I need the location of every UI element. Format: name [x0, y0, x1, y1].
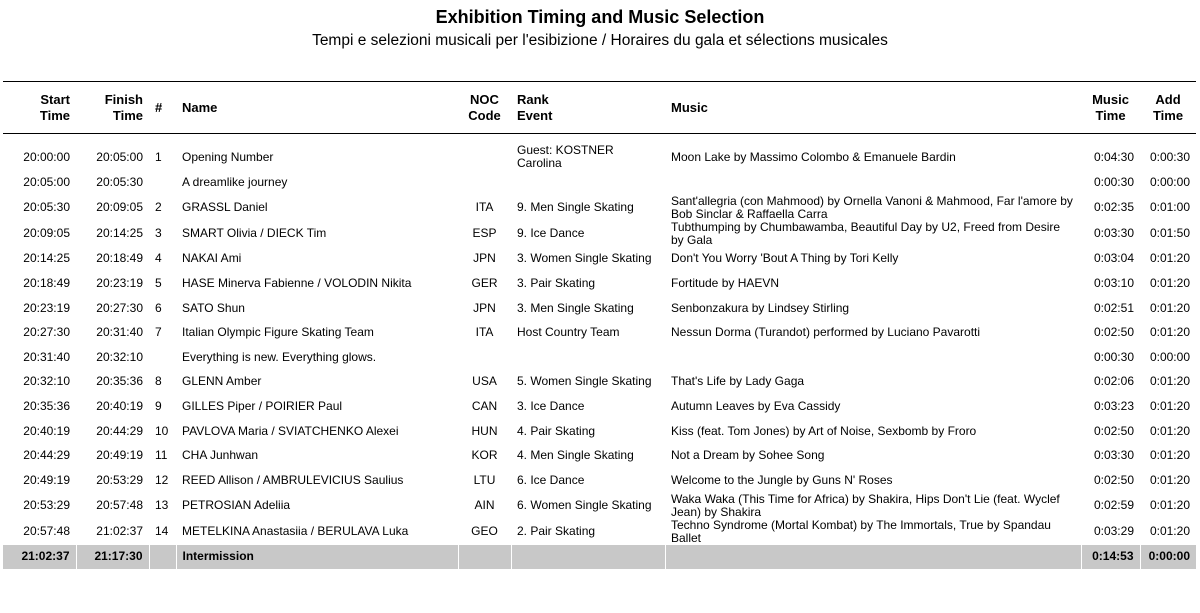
- cell-number: [149, 545, 176, 569]
- cell-number: 11: [155, 448, 168, 463]
- cell-finish-time: 20:44:29: [96, 423, 143, 438]
- schedule-table: [3, 81, 1196, 569]
- cell-finish-time: 20:49:19: [96, 448, 143, 463]
- cell-music: Tubthumping by Chumbawamba, Beautiful Day by U2, Freed from Desire by Gala: [671, 219, 1061, 247]
- cell-rank-event: [511, 170, 665, 195]
- cell-finish-time: 20:23:19: [96, 275, 143, 290]
- cell-noc-code: ITA: [475, 200, 494, 215]
- cell-add-time: 0:00:00: [1149, 174, 1190, 189]
- cell-noc-code: [458, 144, 511, 170]
- cell-rank-event: 3. Ice Dance: [517, 398, 585, 413]
- cell-rank-event: 3. Women Single Skating: [517, 251, 652, 266]
- cell-noc-code: [458, 345, 511, 370]
- page-title: Exhibition Timing and Music Selection: [435, 7, 765, 27]
- schedule-table-container: [3, 81, 1196, 569]
- cell-number: 12: [155, 472, 169, 487]
- table-row: [3, 345, 1196, 370]
- cell-music-time: 0:02:59: [1093, 498, 1134, 513]
- cell-music: Not a Dream by Sohee Song: [671, 448, 825, 463]
- header-music: Music: [665, 82, 1081, 134]
- cell-noc-code: [458, 545, 511, 569]
- cell-add-time: 0:00:00: [1140, 545, 1196, 569]
- cell-name: CHA Junhwan: [182, 448, 259, 463]
- cell-name: GRASSL Daniel: [182, 200, 268, 215]
- cell-finish-time: 20:05:00: [96, 149, 143, 164]
- cell-music: [665, 345, 1081, 370]
- header-start-time: Start Time: [3, 82, 76, 134]
- cell-number: 9: [155, 398, 162, 413]
- cell-rank-event: [511, 545, 665, 569]
- cell-music: Welcome to the Jungle by Guns N' Roses: [671, 472, 893, 487]
- cell-add-time: 0:00:00: [1149, 349, 1190, 364]
- cell-music: Kiss (feat. Tom Jones) by Art of Noise, Sexbomb by Froro: [671, 423, 977, 438]
- cell-number: 10: [155, 423, 169, 438]
- cell-number: 1: [155, 149, 162, 164]
- cell-finish-time: 20:09:05: [96, 200, 143, 215]
- cell-music-time: 0:03:10: [1093, 275, 1134, 290]
- cell-number: 3: [155, 226, 162, 241]
- cell-music: Autumn Leaves by Eva Cassidy: [671, 398, 841, 413]
- cell-start-time: 20:32:10: [23, 374, 70, 389]
- cell-start-time: 20:31:40: [23, 349, 70, 364]
- table-row: [3, 443, 1196, 468]
- cell-music-time: 0:03:29: [1093, 524, 1134, 539]
- cell-add-time: 0:01:20: [1149, 423, 1190, 438]
- cell-number: [149, 345, 176, 370]
- cell-name: HASE Minerva Fabienne / VOLODIN Nikita: [182, 275, 412, 290]
- table-row: [3, 419, 1196, 444]
- cell-start-time: 20:14:25: [23, 251, 70, 266]
- cell-finish-time: 20:53:29: [96, 472, 143, 487]
- header-add-time: Add Time: [1140, 82, 1196, 134]
- cell-noc-code: LTU: [473, 472, 496, 487]
- header-rank-event: Rank Event: [511, 82, 665, 134]
- cell-rank-event: [511, 345, 665, 370]
- header-name: Name: [176, 82, 458, 134]
- cell-music-time: 0:00:30: [1093, 349, 1134, 364]
- cell-music: Don't You Worry 'Bout A Thing by Tori Kelly: [671, 251, 899, 266]
- cell-add-time: 0:01:20: [1149, 448, 1190, 463]
- cell-number: 2: [155, 200, 162, 215]
- cell-name: GLENN Amber: [182, 374, 262, 389]
- cell-music: [665, 170, 1081, 195]
- cell-finish-time: 20:35:36: [96, 374, 143, 389]
- cell-music-time: 0:14:53: [1081, 545, 1140, 569]
- cell-start-time: 20:05:00: [23, 174, 70, 189]
- header-noc-code: NOC Code: [458, 82, 511, 134]
- cell-rank-event: 3. Men Single Skating: [517, 300, 634, 315]
- cell-name: Opening Number: [182, 149, 274, 164]
- cell-finish-time: 20:27:30: [96, 300, 143, 315]
- schedule-body: [3, 134, 1196, 569]
- table-row: [3, 271, 1196, 296]
- cell-music-time: 0:02:35: [1093, 200, 1134, 215]
- cell-name: SATO Shun: [182, 300, 245, 315]
- cell-start-time: 20:40:19: [23, 423, 70, 438]
- intermission-row: [3, 545, 1196, 569]
- cell-music: Techno Syndrome (Mortal Kombat) by The Immortals, True by Spandau Ballet: [671, 517, 1051, 545]
- cell-add-time: 0:01:20: [1149, 300, 1190, 315]
- header-music-time: Music Time: [1081, 82, 1140, 134]
- cell-rank-event: 4. Men Single Skating: [517, 448, 634, 463]
- cell-add-time: 0:01:20: [1149, 472, 1190, 487]
- cell-start-time: 20:05:30: [23, 200, 70, 215]
- cell-start-time: 20:57:48: [23, 524, 70, 539]
- cell-add-time: 0:01:20: [1149, 398, 1190, 413]
- header-finish-time: Finish Time: [76, 82, 149, 134]
- cell-finish-time: 20:05:30: [96, 174, 143, 189]
- cell-noc-code: GER: [471, 275, 498, 290]
- cell-noc-code: HUN: [471, 423, 498, 438]
- cell-add-time: 0:01:20: [1149, 325, 1190, 340]
- cell-music: Fortitude by HAEVN: [671, 275, 780, 290]
- cell-noc-code: ESP: [472, 226, 497, 241]
- cell-name: Everything is new. Everything glows.: [182, 349, 377, 364]
- cell-music: Sant'allegria (con Mahmood) by Ornella Vanoni & Mahmood, Far l'amore by Bob Sinclar & Raffaella Carra: [671, 193, 1073, 221]
- cell-noc-code: [458, 170, 511, 195]
- cell-start-time: 20:35:36: [23, 398, 70, 413]
- cell-name: PETROSIAN Adeliia: [182, 498, 291, 513]
- cell-number: 13: [155, 498, 169, 513]
- table-row: [3, 221, 1196, 247]
- cell-finish-time: 20:32:10: [96, 349, 143, 364]
- cell-start-time: 21:02:37: [3, 545, 76, 569]
- cell-rank-event: 6. Ice Dance: [517, 472, 585, 487]
- cell-number: 5: [155, 275, 162, 290]
- cell-name: Italian Olympic Figure Skating Team: [182, 325, 374, 340]
- cell-finish-time: 20:14:25: [96, 226, 143, 241]
- table-row: [3, 247, 1196, 272]
- cell-start-time: 20:09:05: [23, 226, 70, 241]
- cell-rank-event: Guest: KOSTNER Carolina: [517, 143, 614, 170]
- cell-add-time: 0:01:20: [1149, 524, 1190, 539]
- table-row: [3, 296, 1196, 321]
- cell-music-time: 0:02:50: [1093, 472, 1134, 487]
- cell-add-time: 0:01:00: [1149, 200, 1190, 215]
- cell-finish-time: 20:18:49: [96, 251, 143, 266]
- cell-music-time: 0:02:50: [1093, 423, 1134, 438]
- cell-rank-event: 4. Pair Skating: [517, 423, 596, 438]
- cell-add-time: 0:01:20: [1149, 275, 1190, 290]
- cell-start-time: 20:53:29: [23, 498, 70, 513]
- cell-music-time: 0:03:30: [1093, 226, 1134, 241]
- header-number: #: [149, 82, 176, 134]
- cell-music-time: 0:02:06: [1093, 374, 1134, 389]
- table-header-row: [3, 82, 1196, 134]
- cell-number: 4: [155, 251, 162, 266]
- cell-name: SMART Olivia / DIECK Tim: [182, 226, 327, 241]
- cell-name: REED Allison / AMBRULEVICIUS Saulius: [182, 472, 404, 487]
- cell-name: NAKAI Ami: [182, 251, 242, 266]
- cell-noc-code: USA: [472, 374, 497, 389]
- cell-finish-time: 21:17:30: [76, 545, 149, 569]
- cell-music: [665, 545, 1081, 569]
- table-row: [3, 468, 1196, 493]
- cell-start-time: 20:23:19: [23, 300, 70, 315]
- cell-name: GILLES Piper / POIRIER Paul: [182, 398, 343, 413]
- cell-add-time: 0:01:50: [1149, 226, 1190, 241]
- cell-noc-code: CAN: [471, 398, 498, 413]
- table-row: [3, 394, 1196, 419]
- cell-start-time: 20:00:00: [23, 149, 70, 164]
- cell-rank-event: 9. Ice Dance: [517, 226, 585, 241]
- cell-noc-code: GEO: [471, 524, 498, 539]
- cell-number: 8: [155, 374, 162, 389]
- cell-noc-code: AIN: [474, 498, 495, 513]
- cell-music: Moon Lake by Massimo Colombo & Emanuele Bardin: [671, 149, 956, 164]
- cell-music-time: 0:02:50: [1093, 325, 1134, 340]
- cell-name: Intermission: [176, 545, 458, 569]
- cell-finish-time: 20:31:40: [96, 325, 143, 340]
- table-row: [3, 493, 1196, 519]
- cell-start-time: 20:27:30: [23, 325, 70, 340]
- cell-music-time: 0:00:30: [1093, 174, 1134, 189]
- cell-music-time: 0:03:23: [1093, 398, 1134, 413]
- cell-finish-time: 20:40:19: [96, 398, 143, 413]
- cell-rank-event: 9. Men Single Skating: [517, 200, 634, 215]
- table-row: [3, 320, 1196, 345]
- cell-start-time: 20:44:29: [23, 448, 70, 463]
- cell-name: PAVLOVA Maria / SVIATCHENKO Alexei: [182, 423, 399, 438]
- table-row: [3, 370, 1196, 395]
- table-row: [3, 195, 1196, 221]
- cell-add-time: 0:01:20: [1149, 251, 1190, 266]
- cell-rank-event: 3. Pair Skating: [517, 275, 596, 290]
- cell-name: A dreamlike journey: [182, 174, 288, 189]
- cell-rank-event: 5. Women Single Skating: [517, 374, 652, 389]
- cell-rank-event: 6. Women Single Skating: [517, 498, 652, 513]
- cell-music: Nessun Dorma (Turandot) performed by Luciano Pavarotti: [671, 325, 981, 340]
- cell-add-time: 0:01:20: [1149, 498, 1190, 513]
- cell-music: That's Life by Lady Gaga: [671, 374, 805, 389]
- cell-noc-code: JPN: [473, 300, 496, 315]
- table-row: [3, 170, 1196, 195]
- cell-music-time: 0:03:30: [1093, 448, 1134, 463]
- cell-number: 14: [155, 524, 169, 539]
- cell-finish-time: 20:57:48: [96, 498, 143, 513]
- cell-noc-code: ITA: [475, 325, 494, 340]
- cell-noc-code: KOR: [471, 448, 498, 463]
- cell-finish-time: 21:02:37: [96, 524, 143, 539]
- cell-noc-code: JPN: [473, 251, 496, 266]
- cell-number: [149, 170, 176, 195]
- cell-start-time: 20:49:19: [23, 472, 70, 487]
- cell-number: 6: [155, 300, 162, 315]
- table-row: [3, 144, 1196, 170]
- cell-add-time: 0:00:30: [1149, 149, 1190, 164]
- cell-rank-event: 2. Pair Skating: [517, 524, 596, 539]
- cell-music: Waka Waka (This Time for Africa) by Shakira, Hips Don't Lie (feat. Wyclef Jean) by Shakira: [671, 491, 1060, 519]
- cell-music-time: 0:04:30: [1093, 149, 1134, 164]
- cell-music-time: 0:02:51: [1093, 300, 1134, 315]
- cell-add-time: 0:01:20: [1149, 374, 1190, 389]
- cell-music-time: 0:03:04: [1093, 251, 1134, 266]
- cell-name: METELKINA Anastasiia / BERULAVA Luka: [182, 524, 409, 539]
- cell-rank-event: Host Country Team: [517, 325, 620, 340]
- cell-music: Senbonzakura by Lindsey Stirling: [671, 300, 850, 315]
- cell-number: 7: [155, 325, 162, 340]
- table-row: [3, 519, 1196, 545]
- cell-start-time: 20:18:49: [23, 275, 70, 290]
- page-subtitle: Tempi e selezioni musicali per l'esibizione / Horaires du gala et sélections musicales: [312, 32, 888, 49]
